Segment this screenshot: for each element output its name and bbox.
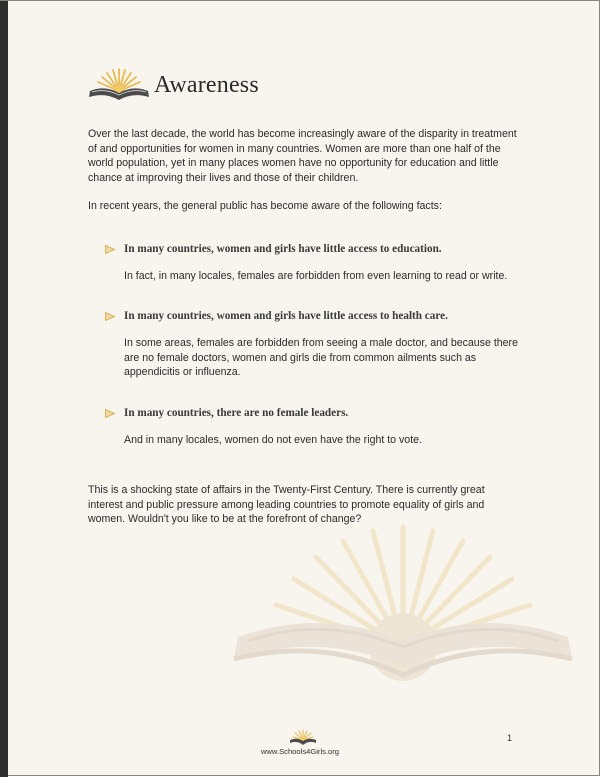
intro-paragraph: Over the last decade, the world has become increasingly aware of the disparity in treatment of and opportunities for women in many countries. Women are more than one half of the world population, yet in many places women have no opportunity for education and little chance at improving their lives and those of their children. bbox=[88, 128, 517, 184]
fact-item bbox=[88, 309, 520, 380]
facts-list bbox=[88, 242, 520, 448]
footer-logo-icon bbox=[289, 729, 317, 746]
fact-detail: In fact, in many locales, females are forbidden from even learning to read or write. bbox=[124, 269, 508, 282]
fact-detail: In some areas, females are forbidden from seeing a male doctor, and because there are no female doctors, women and girls die from common ailments such as appendicitis or influenza. bbox=[124, 337, 518, 378]
fact-heading: In many countries, women and girls have little access to health care. bbox=[124, 310, 448, 322]
fact-heading: In many countries, there are no female leaders. bbox=[124, 406, 349, 419]
facts-lead-in: In recent years, the general public has become aware of the following facts: bbox=[88, 200, 442, 212]
page-binding-edge bbox=[0, 1, 8, 777]
footer-website-url: www.Schools4Girls.org bbox=[260, 747, 340, 756]
triangle-arrow-icon bbox=[105, 409, 115, 418]
page-title: Awareness bbox=[154, 71, 259, 98]
conclusion-paragraph: This is a shocking state of affairs in the Twenty-First Century. There is currently great interest and public pressure among leading countries to promote equality of girls and women. Wouldn't you like to be at the forefront of change? bbox=[88, 484, 485, 525]
page-body bbox=[88, 127, 520, 527]
fact-heading: In many countries, women and girls have little access to education. bbox=[124, 242, 442, 255]
triangle-arrow-icon bbox=[105, 245, 115, 254]
open-book-sunrise-icon bbox=[88, 67, 150, 103]
fact-item bbox=[88, 242, 520, 284]
fact-item bbox=[88, 406, 520, 448]
fact-detail: And in many locales, women do not even have the right to vote. bbox=[124, 433, 422, 446]
page-number: 1 bbox=[507, 733, 513, 743]
page-header bbox=[88, 65, 259, 105]
book-sunrise-watermark bbox=[228, 519, 578, 684]
triangle-arrow-icon bbox=[105, 312, 115, 321]
